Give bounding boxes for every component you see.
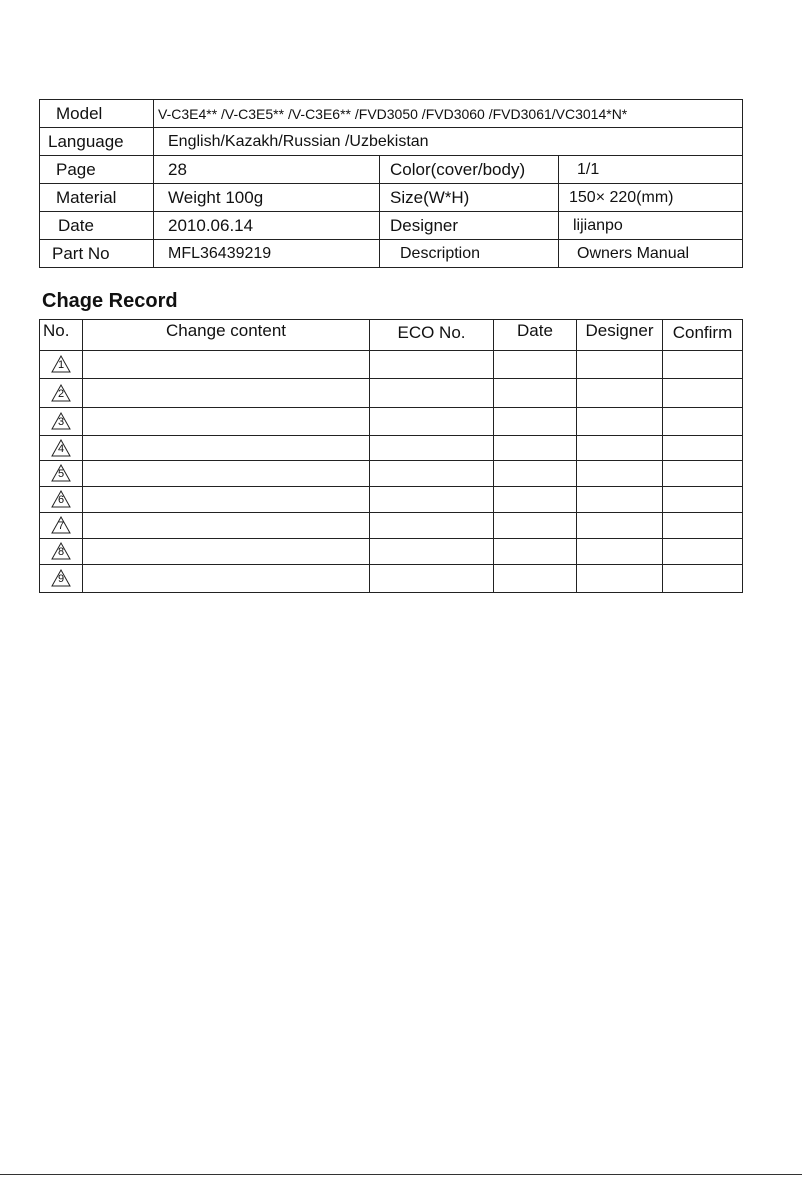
designer-cell — [577, 565, 663, 593]
date-cell — [494, 513, 577, 539]
change-content-cell — [83, 408, 370, 436]
designer-cell — [577, 513, 663, 539]
table-row — [40, 539, 743, 565]
spec-row-material — [40, 184, 743, 212]
material-value: Weight 100g — [154, 184, 380, 212]
spec-row-model — [40, 100, 743, 128]
eco-no-cell — [370, 436, 494, 461]
revision-triangle-icon — [51, 439, 71, 457]
revision-number: 5 — [57, 468, 65, 481]
date-cell — [494, 379, 577, 408]
table-row — [40, 487, 743, 513]
designer-cell — [577, 379, 663, 408]
designer-cell — [577, 351, 663, 379]
material-label: Material — [40, 184, 154, 212]
change-content-cell — [83, 461, 370, 487]
language-label: Language — [40, 128, 154, 156]
size-value: 150× 220(mm) — [559, 184, 743, 212]
date-cell — [494, 487, 577, 513]
designer-cell — [577, 539, 663, 565]
model-label: Model — [40, 100, 154, 128]
designer-cell — [577, 487, 663, 513]
header-designer: Designer — [577, 320, 663, 351]
confirm-cell — [663, 351, 743, 379]
eco-no-cell — [370, 461, 494, 487]
date-cell — [494, 539, 577, 565]
change-content-cell — [83, 513, 370, 539]
confirm-cell — [663, 565, 743, 593]
change-record-title: Chage Record — [42, 290, 178, 312]
color-label: Color(cover/body) — [380, 156, 559, 184]
date-cell — [494, 461, 577, 487]
eco-no-cell — [370, 379, 494, 408]
model-value: V-C3E4** /V-C3E5** /V-C3E6** /FVD3050 /FVD3060 /FVD3061/VC3014*N* — [154, 100, 743, 128]
description-label: Description — [380, 240, 559, 268]
change-record-header — [40, 320, 743, 351]
date-cell — [494, 408, 577, 436]
revision-number: 3 — [57, 416, 65, 429]
description-value: Owners Manual — [559, 240, 743, 268]
confirm-cell — [663, 513, 743, 539]
revision-number-cell — [40, 565, 83, 593]
change-record-table — [39, 319, 743, 593]
designer-value: lijianpo — [559, 212, 743, 240]
header-date: Date — [494, 320, 577, 351]
revision-number-cell — [40, 379, 83, 408]
revision-triangle-icon — [51, 516, 71, 534]
revision-number-cell — [40, 408, 83, 436]
change-content-cell — [83, 351, 370, 379]
eco-no-cell — [370, 565, 494, 593]
header-change-content: Change content — [83, 320, 370, 351]
eco-no-cell — [370, 351, 494, 379]
revision-triangle-icon — [51, 412, 71, 430]
table-row — [40, 436, 743, 461]
confirm-cell — [663, 539, 743, 565]
revision-number-cell — [40, 487, 83, 513]
designer-cell — [577, 408, 663, 436]
page-value: 28 — [154, 156, 380, 184]
table-row — [40, 513, 743, 539]
table-row — [40, 565, 743, 593]
partno-value: MFL36439219 — [154, 240, 380, 268]
revision-number: 6 — [57, 494, 65, 507]
date-cell — [494, 351, 577, 379]
spec-row-partno — [40, 240, 743, 268]
eco-no-cell — [370, 487, 494, 513]
change-content-cell — [83, 379, 370, 408]
confirm-cell — [663, 461, 743, 487]
page-bottom-rule — [0, 1174, 802, 1175]
size-label: Size(W*H) — [380, 184, 559, 212]
revision-number: 7 — [57, 520, 65, 533]
revision-number: 4 — [57, 442, 65, 455]
header-no: No. — [40, 320, 83, 351]
revision-triangle-icon — [51, 464, 71, 482]
language-value: English/Kazakh/Russian /Uzbekistan — [154, 128, 743, 156]
revision-number-cell — [40, 461, 83, 487]
eco-no-cell — [370, 539, 494, 565]
revision-number: 2 — [57, 387, 65, 400]
partno-label: Part No — [40, 240, 154, 268]
header-confirm: Confirm — [663, 320, 743, 351]
change-content-cell — [83, 539, 370, 565]
page-label: Page — [40, 156, 154, 184]
revision-number: 9 — [57, 573, 65, 586]
confirm-cell — [663, 487, 743, 513]
color-value: 1/1 — [559, 156, 743, 184]
eco-no-cell — [370, 513, 494, 539]
confirm-cell — [663, 408, 743, 436]
change-content-cell — [83, 436, 370, 461]
date-label: Date — [40, 212, 154, 240]
spec-table — [39, 99, 743, 268]
revision-triangle-icon — [51, 384, 71, 402]
revision-number-cell — [40, 539, 83, 565]
revision-triangle-icon — [51, 355, 71, 373]
revision-number: 8 — [57, 546, 65, 559]
revision-number-cell — [40, 436, 83, 461]
date-cell — [494, 436, 577, 461]
spec-row-page — [40, 156, 743, 184]
table-row — [40, 408, 743, 436]
revision-triangle-icon — [51, 569, 71, 587]
table-row — [40, 379, 743, 408]
revision-triangle-icon — [51, 542, 71, 560]
revision-number: 1 — [57, 359, 65, 372]
date-cell — [494, 565, 577, 593]
table-row — [40, 461, 743, 487]
spec-row-language — [40, 128, 743, 156]
confirm-cell — [663, 436, 743, 461]
confirm-cell — [663, 379, 743, 408]
revision-number-cell — [40, 513, 83, 539]
designer-cell — [577, 436, 663, 461]
header-eco-no: ECO No. — [370, 320, 494, 351]
revision-triangle-icon — [51, 490, 71, 508]
change-content-cell — [83, 565, 370, 593]
spec-row-date — [40, 212, 743, 240]
date-value: 2010.06.14 — [154, 212, 380, 240]
revision-number-cell — [40, 351, 83, 379]
eco-no-cell — [370, 408, 494, 436]
designer-cell — [577, 461, 663, 487]
change-content-cell — [83, 487, 370, 513]
change-record-body — [40, 351, 743, 593]
table-row — [40, 351, 743, 379]
designer-label: Designer — [380, 212, 559, 240]
